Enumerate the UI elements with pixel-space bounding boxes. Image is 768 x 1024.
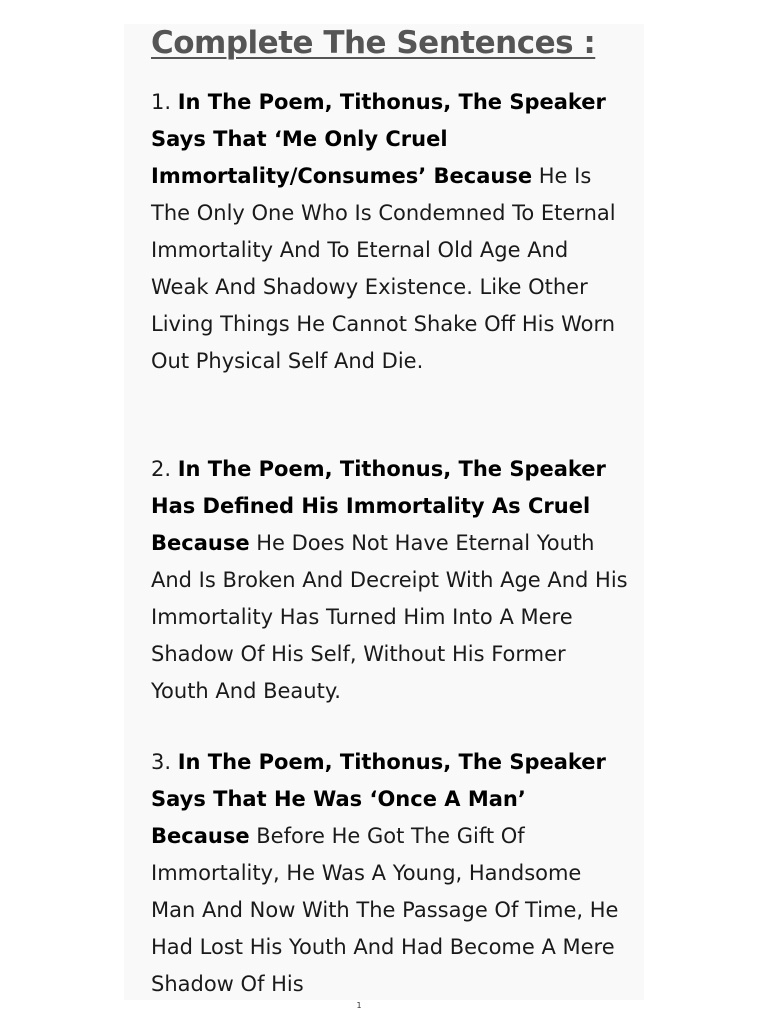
page-title: Complete The Sentences :	[151, 25, 596, 61]
sentence-completion: Before He Got The Gift Of Immortality, He Was A Young, Handsome Man And Now With The Passage Of Time, He Had Lost His Youth And Had Become A Mere Shadow Of His	[151, 824, 619, 996]
sentence-paragraph	[151, 451, 629, 710]
paragraph-number: 2.	[151, 457, 172, 481]
sentence-paragraph	[151, 744, 629, 1000]
sentence-prompt: In The Poem, Tithonus, The Speaker Says That ‘Me Only Cruel Immortality/Consumes’ Because	[151, 90, 606, 188]
sentence-prompt: In The Poem, Tithonus, The Speaker Has Defined His Immortality As Cruel Because	[151, 457, 606, 555]
document-page	[124, 24, 644, 1000]
paragraph-number: 3.	[151, 750, 172, 774]
sentence-completion: He Does Not Have Eternal Youth And Is Broken And Decreipt With Age And His Immortality Has Turned Him Into A Mere Shadow Of His Self, Without His Former Youth And Beauty.	[151, 531, 628, 703]
sentence-paragraph	[151, 84, 629, 380]
sentence-prompt: In The Poem, Tithonus, The Speaker Says That He Was ‘Once A Man’ Because	[151, 750, 606, 848]
page-number: 1	[356, 1001, 362, 1010]
sentence-completion: He Is The Only One Who Is Condemned To Eternal Immortality And To Eternal Old Age And Weak And Shadowy Existence. Like Other Living Things He Cannot Shake Off His Worn Out Physical Self And Die.	[151, 164, 616, 373]
paragraph-number: 1.	[151, 90, 172, 114]
